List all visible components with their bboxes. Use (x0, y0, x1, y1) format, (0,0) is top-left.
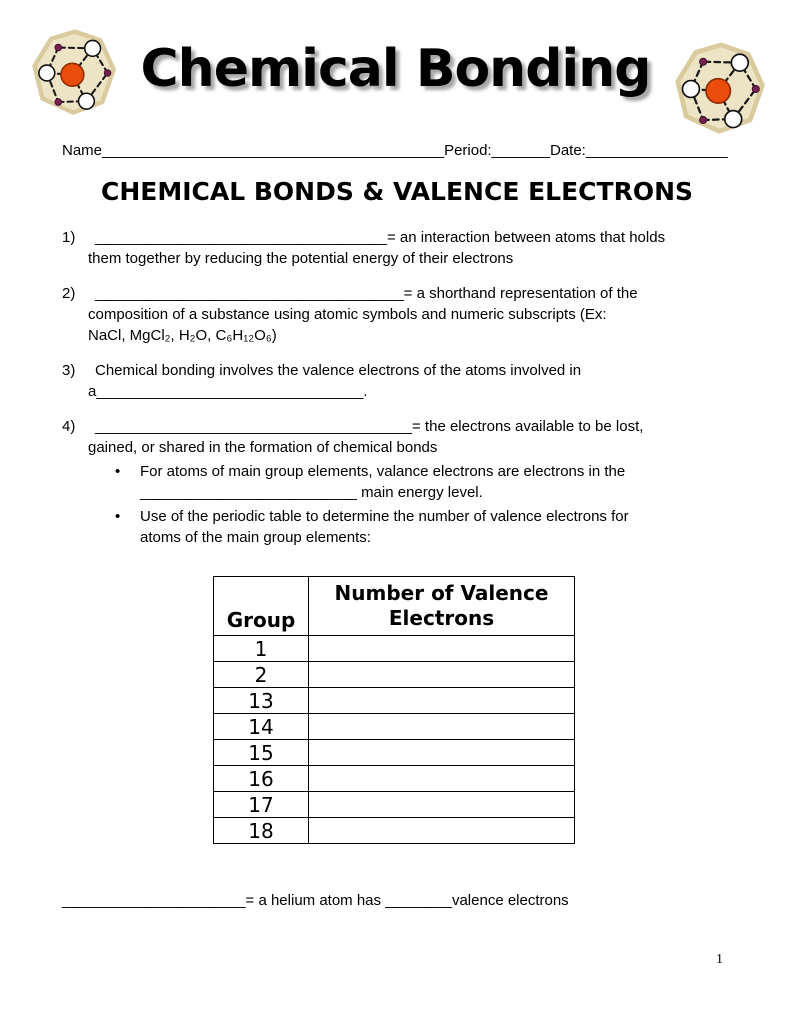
bullet-periodic-table (62, 506, 732, 548)
question-3-line-2: a________________________________. (88, 383, 368, 400)
worksheet-body (62, 140, 732, 911)
table-row (214, 818, 575, 844)
section-heading: CHEMICAL BONDS & VALENCE ELECTRONS (100, 177, 694, 206)
bullet-2-line-2: atoms of the main group elements: (140, 529, 371, 546)
question-1-line-2: them together by reducing the potential energy of their electrons (88, 250, 514, 267)
question-number: 4) (62, 418, 76, 435)
group-cell: 1 (214, 636, 309, 662)
helium-fill-in-line (62, 890, 732, 911)
question-4 (62, 416, 732, 458)
table-row (214, 636, 575, 662)
valence-cell (309, 766, 575, 792)
group-cell: 16 (214, 766, 309, 792)
question-3-line-1: 3) Chemical bonding involves the valence electrons of the atoms involved in (62, 362, 582, 379)
question-4-line-1: 4) ______________________________________= the electrons available to be lost, (62, 418, 644, 435)
table-row (214, 662, 575, 688)
question-2-line-2: composition of a substance using atomic symbols and numeric subscripts (Ex: (88, 306, 607, 323)
question-number: 3) (62, 362, 76, 379)
footer-blank-1: ______________________ (62, 892, 246, 909)
question-number: 1) (62, 229, 76, 246)
question-1 (62, 227, 732, 269)
valence-cell (309, 818, 575, 844)
bullet-1-line-1: • For atoms of main group elements, valance electrons are electrons in the (115, 463, 626, 480)
question-1-line-1: 1) ___________________________________= an interaction between atoms that holds (62, 229, 666, 246)
question-3 (62, 360, 732, 402)
group-cell: 15 (214, 740, 309, 766)
valence-cell (309, 662, 575, 688)
name-period-date-line (62, 140, 732, 161)
group-column-header: Group (214, 577, 309, 636)
bullet-icon: • (115, 508, 121, 525)
footer-blank-2: ________ (385, 892, 452, 909)
page-number: 1 (716, 952, 723, 967)
table-row (214, 688, 575, 714)
bullet-2-line-1: • Use of the periodic table to determine the number of valence electrons for (115, 508, 629, 525)
question-2 (62, 283, 732, 346)
name-blank: _________________________________________ (102, 142, 445, 159)
table-row (214, 792, 575, 818)
group-cell: 13 (214, 688, 309, 714)
question-2-line-3: NaCl, MgCl₂, H₂O, C₆H₁₂O₆) (88, 327, 277, 344)
table-row (214, 740, 575, 766)
valence-cell (309, 688, 575, 714)
valence-column-header: Number of Valence Electrons (309, 577, 575, 636)
group-cell: 17 (214, 792, 309, 818)
table-row (214, 766, 575, 792)
bullet-main-energy-level (62, 461, 732, 503)
valence-cell (309, 792, 575, 818)
name-label: Name (62, 142, 103, 159)
period-label: Period: (444, 142, 492, 159)
question-2-line-1: 2) _____________________________________= a shorthand representation of the (62, 285, 638, 302)
page-title: Chemical Bonding (140, 39, 651, 99)
valence-cell (309, 714, 575, 740)
valence-cell (309, 740, 575, 766)
date-label: Date: (550, 142, 586, 159)
bullet-icon: • (115, 463, 121, 480)
table-row (214, 714, 575, 740)
group-cell: 18 (214, 818, 309, 844)
valence-cell (309, 636, 575, 662)
group-cell: 2 (214, 662, 309, 688)
date-blank: _________________ (585, 142, 728, 159)
question-4-line-2: gained, or shared in the formation of chemical bonds (88, 439, 438, 456)
valence-electrons-table (213, 576, 575, 844)
footer-text-1: = a helium atom has (245, 892, 386, 909)
table-header-row (214, 577, 575, 636)
group-cell: 14 (214, 714, 309, 740)
period-blank: _______ (491, 142, 550, 159)
bullet-1-line-2: __________________________ main energy level. (140, 484, 483, 501)
question-number: 2) (62, 285, 76, 302)
footer-text-2: valence electrons (451, 892, 569, 909)
